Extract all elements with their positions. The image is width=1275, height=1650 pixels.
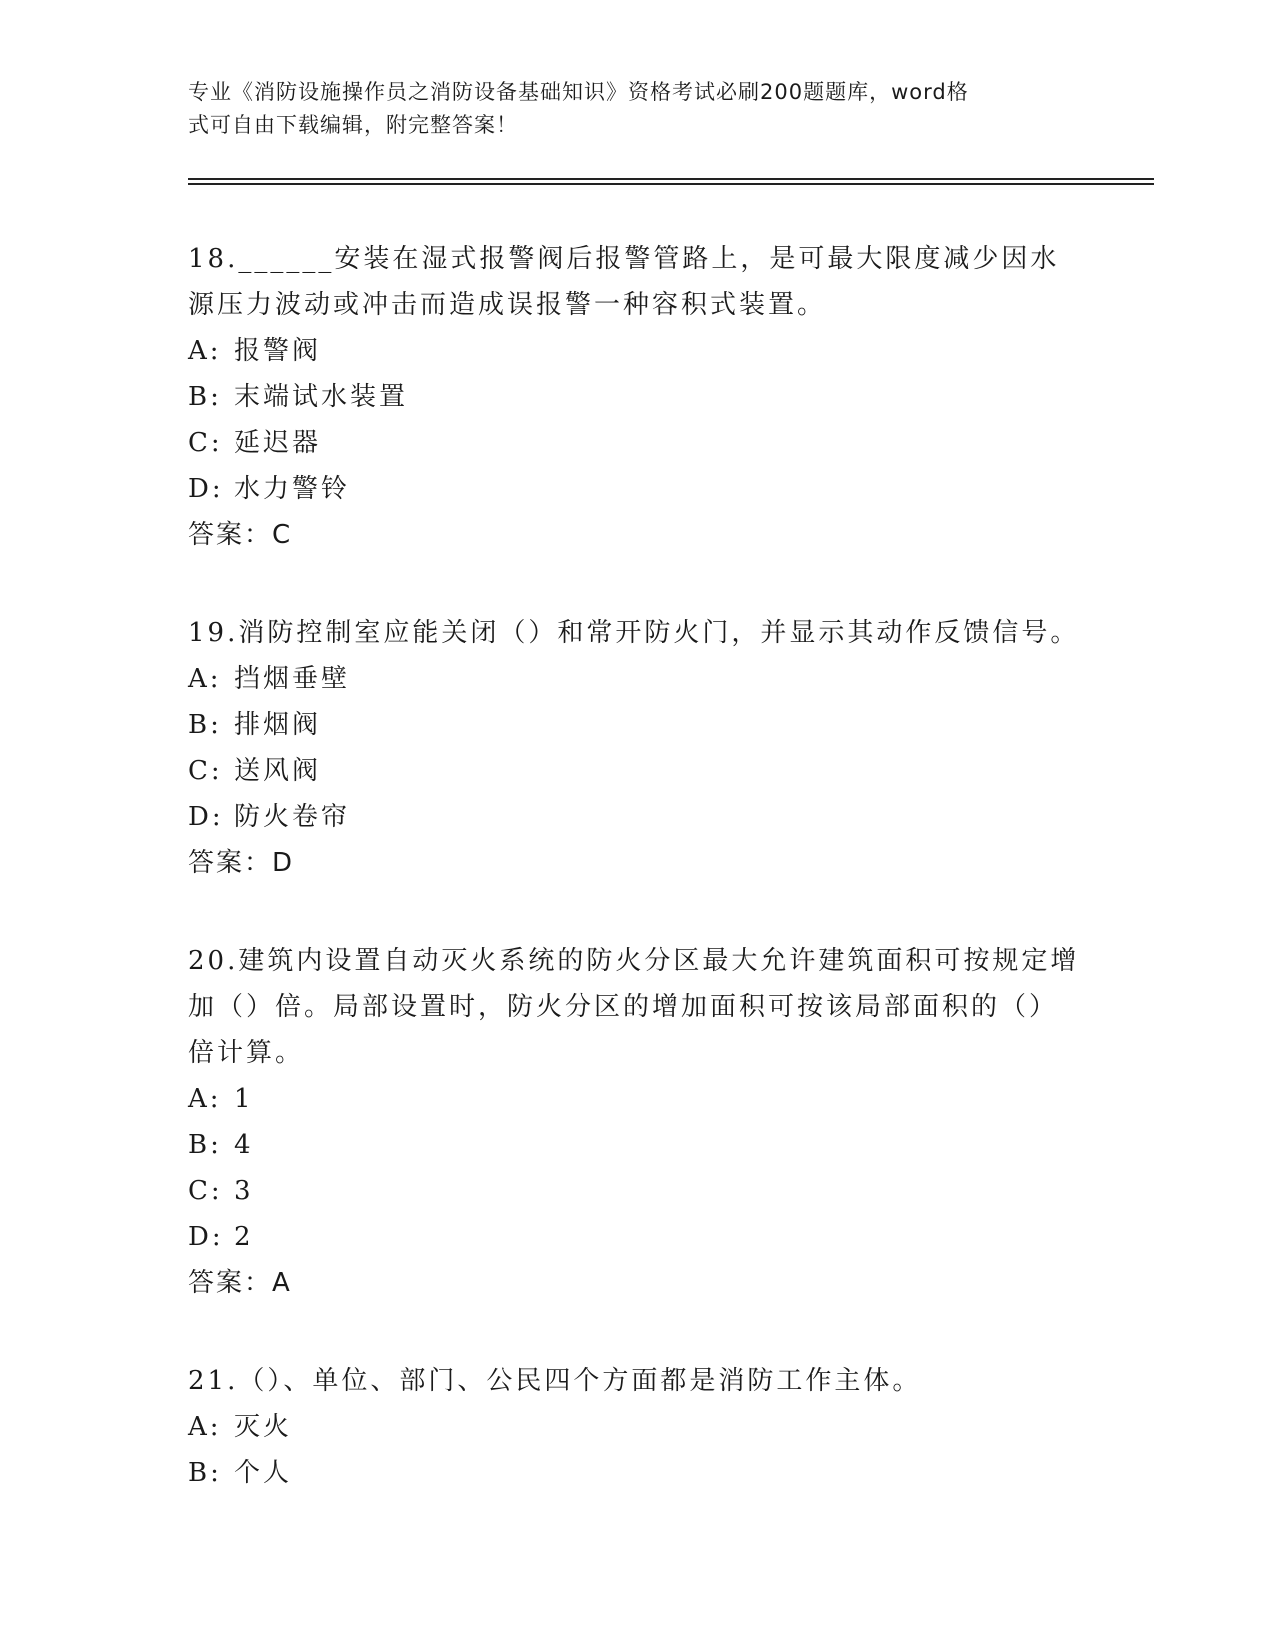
question-stem: 加（）倍。局部设置时，防火分区的增加面积可按该局部面积的（）	[188, 992, 1059, 1022]
question-20	[188, 938, 1088, 1306]
option-text: 2	[234, 1222, 254, 1252]
question-stem: 19.消防控制室应能关闭（）和常开防火门，并显示其动作反馈信号。	[188, 618, 1080, 648]
question-stem: 21.（）、单位、部门、公民四个方面都是消防工作主体。	[188, 1366, 922, 1396]
answer-line: 答案：D	[188, 848, 295, 878]
question-list	[188, 236, 1088, 1548]
option-letter: B:	[188, 1458, 222, 1488]
option-a	[188, 328, 1088, 374]
answer-line: 答案：C	[188, 520, 293, 550]
option-text: 水力警铃	[234, 474, 351, 504]
option-text: 排烟阀	[234, 710, 322, 740]
option-a	[188, 656, 1088, 702]
option-letter: B:	[188, 382, 222, 412]
option-d	[188, 466, 1088, 512]
option-letter: C:	[188, 428, 223, 458]
option-letter: B:	[188, 1130, 222, 1160]
option-text: 送风阀	[234, 756, 322, 786]
option-c	[188, 1168, 1088, 1214]
option-a	[188, 1404, 1088, 1450]
option-letter: D:	[188, 474, 224, 504]
option-letter: B:	[188, 710, 222, 740]
option-text: 挡烟垂壁	[234, 664, 351, 694]
option-c	[188, 748, 1088, 794]
option-c	[188, 420, 1088, 466]
question-stem: 倍计算。	[188, 1038, 305, 1068]
option-text: 灭火	[234, 1412, 293, 1442]
option-letter: A:	[188, 664, 222, 694]
option-letter: A:	[188, 336, 222, 366]
option-b	[188, 374, 1088, 420]
option-d	[188, 794, 1088, 840]
option-a	[188, 1076, 1088, 1122]
option-d	[188, 1214, 1088, 1260]
option-b	[188, 1450, 1088, 1496]
option-letter: C:	[188, 756, 223, 786]
header-line-1: 专业《消防设施操作员之消防设备基础知识》资格考试必刷200题题库，word格	[188, 80, 969, 104]
document-header	[188, 76, 1068, 142]
option-text: 防火卷帘	[234, 802, 351, 832]
question-18	[188, 236, 1088, 558]
option-text: 1	[234, 1084, 254, 1114]
option-b	[188, 1122, 1088, 1168]
option-letter: A:	[188, 1084, 222, 1114]
option-text: 3	[234, 1176, 254, 1206]
option-letter: D:	[188, 802, 224, 832]
option-letter: D:	[188, 1222, 224, 1252]
answer-line: 答案：A	[188, 1268, 292, 1298]
question-stem: 18.______安装在湿式报警阀后报警管路上，是可最大限度减少因水	[188, 244, 1060, 274]
option-letter: C:	[188, 1176, 223, 1206]
option-text: 报警阀	[234, 336, 322, 366]
header-line-2: 式可自由下载编辑，附完整答案！	[188, 113, 518, 137]
header-divider-top	[188, 178, 1154, 180]
option-letter: A:	[188, 1412, 222, 1442]
question-stem: 源压力波动或冲击而造成误报警一种容积式装置。	[188, 290, 827, 320]
option-text: 延迟器	[234, 428, 322, 458]
question-stem: 20.建筑内设置自动灭火系统的防火分区最大允许建筑面积可按规定增	[188, 946, 1080, 976]
option-text: 末端试水装置	[234, 382, 409, 412]
option-text: 个人	[234, 1458, 293, 1488]
question-19	[188, 610, 1088, 886]
option-text: 4	[234, 1130, 254, 1160]
option-b	[188, 702, 1088, 748]
question-21	[188, 1358, 1088, 1496]
header-divider-bottom	[188, 183, 1154, 185]
